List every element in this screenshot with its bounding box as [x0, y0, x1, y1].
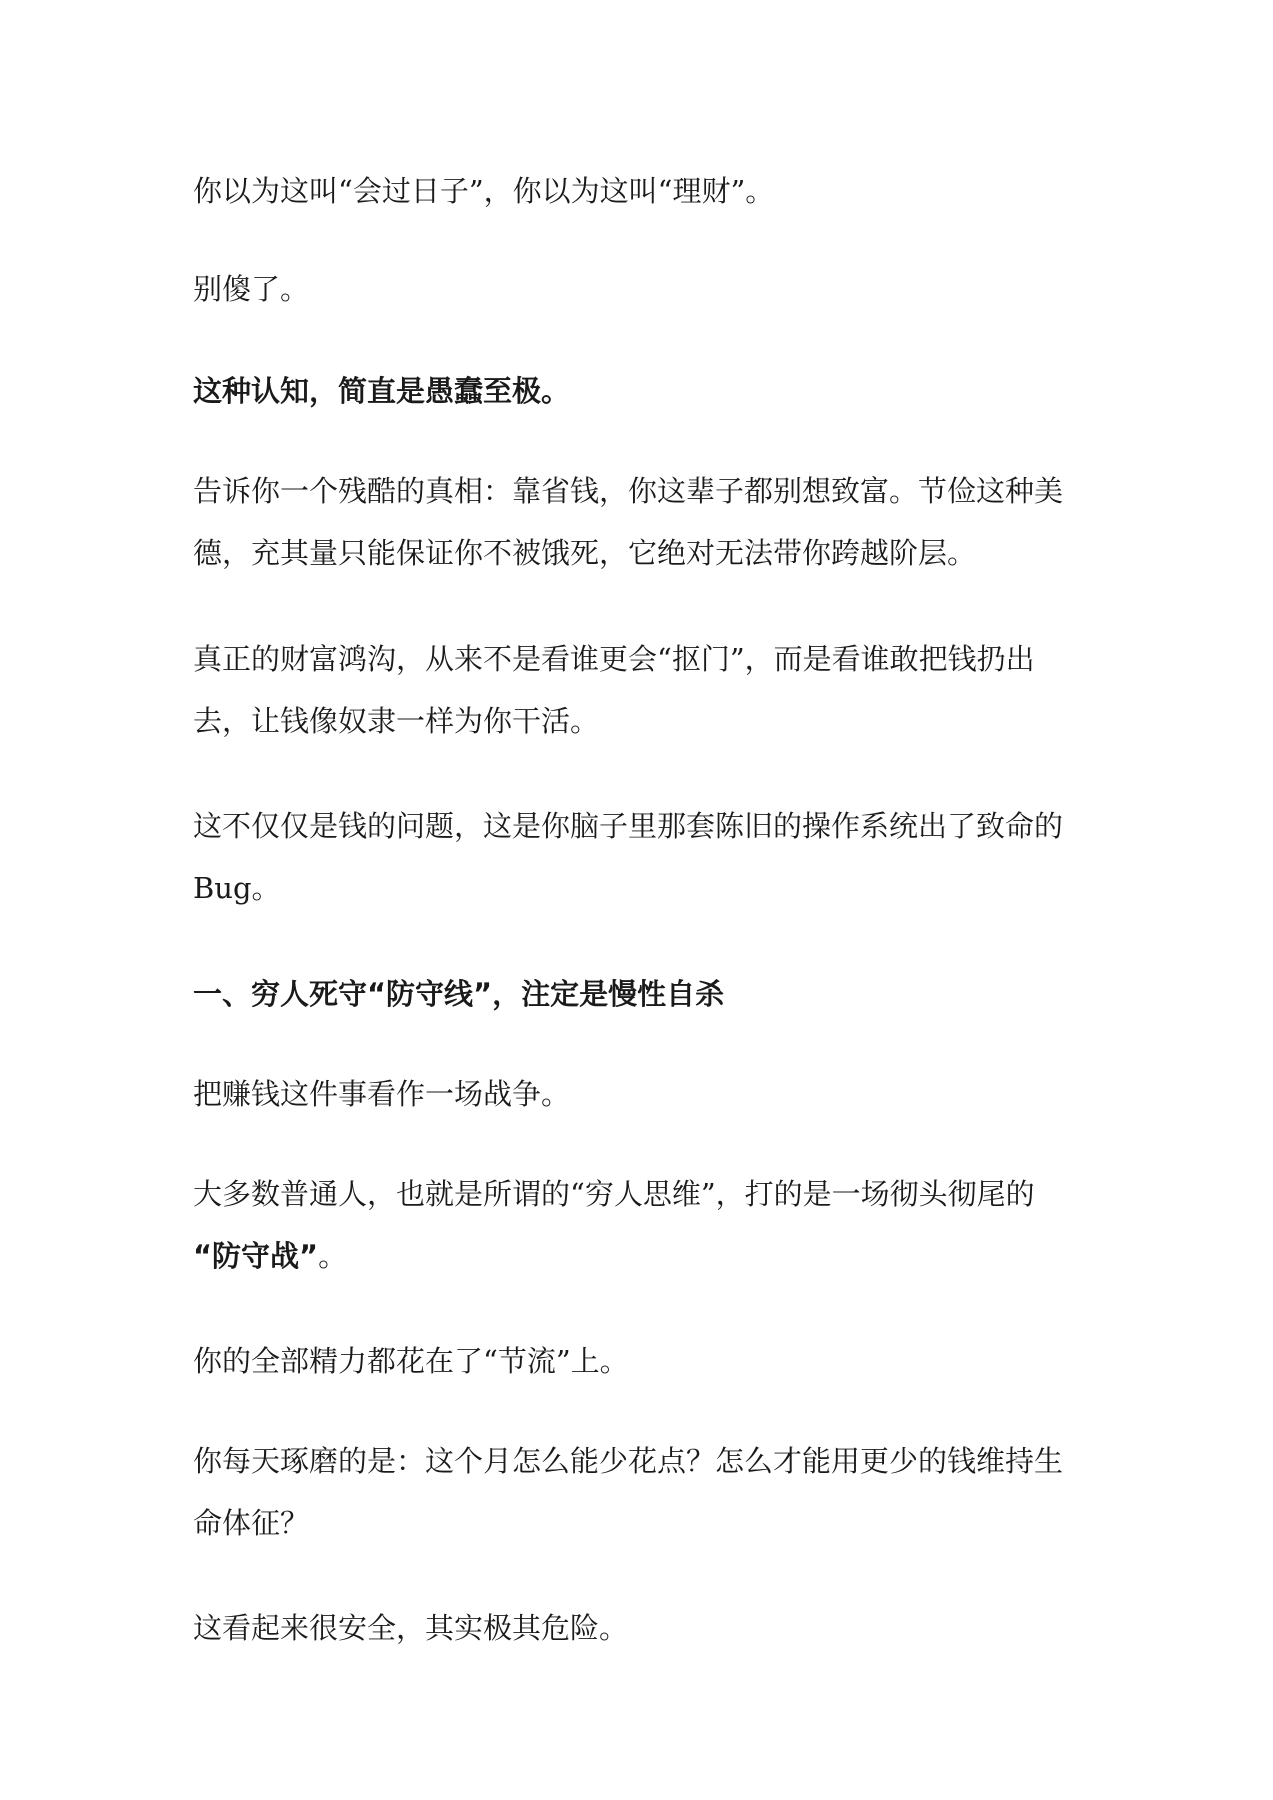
paragraph-4	[193, 460, 1093, 584]
paragraph-6-line-2: Bug。	[193, 871, 281, 905]
paragraph-5-line-2: 去，让钱像奴隶一样为你干活。	[193, 704, 600, 738]
paragraph-8-line-2	[193, 1225, 1093, 1287]
paragraph-8	[193, 1163, 1093, 1287]
paragraph-1	[193, 160, 1093, 222]
paragraph-11	[193, 1597, 1093, 1659]
paragraph-8-line-2-end: 。	[318, 1239, 348, 1273]
paragraph-6	[193, 795, 1093, 919]
paragraph-2-text: 别傻了。	[193, 272, 310, 306]
paragraph-9	[193, 1330, 1093, 1392]
section-heading-1-text: 一、穷人死守“防守线”，注定是慢性自杀	[193, 977, 725, 1011]
paragraph-5-line-1: 真正的财富鸿沟，从来不是看谁更会“抠门”，而是看谁敢把钱扔出	[193, 642, 1035, 676]
section-heading-1	[193, 963, 1093, 1025]
paragraph-1-text: 你以为这叫“会过日子”，你以为这叫“理财”。	[193, 174, 775, 208]
paragraph-10-line-2: 命体征？	[193, 1506, 310, 1540]
paragraph-11-text: 这看起来很安全，其实极其危险。	[193, 1611, 629, 1645]
paragraph-2	[193, 258, 1093, 320]
bold-statement	[193, 360, 1093, 422]
paragraph-8-line-1: 大多数普通人，也就是所谓的“穷人思维”，打的是一场彻头彻尾的	[193, 1177, 1035, 1211]
paragraph-4-line-1: 告诉你一个残酷的真相：靠省钱，你这辈子都别想致富。节俭这种美	[193, 474, 1064, 508]
paragraph-7-text: 把赚钱这件事看作一场战争。	[193, 1077, 571, 1111]
paragraph-8-bold-phrase: “防守战”	[193, 1239, 319, 1273]
paragraph-7	[193, 1063, 1093, 1125]
bold-statement-text: 这种认知，简直是愚蠢至极。	[193, 374, 571, 408]
paragraph-6-line-1: 这不仅仅是钱的问题，这是你脑子里那套陈旧的操作系统出了致命的	[193, 809, 1064, 843]
paragraph-9-text: 你的全部精力都花在了“节流”上。	[193, 1344, 629, 1378]
paragraph-4-line-2: 德，充其量只能保证你不被饿死，它绝对无法带你跨越阶层。	[193, 536, 977, 570]
paragraph-10	[193, 1430, 1093, 1554]
paragraph-10-line-1: 你每天琢磨的是：这个月怎么能少花点？怎么才能用更少的钱维持生	[193, 1444, 1064, 1478]
paragraph-5	[193, 628, 1093, 752]
